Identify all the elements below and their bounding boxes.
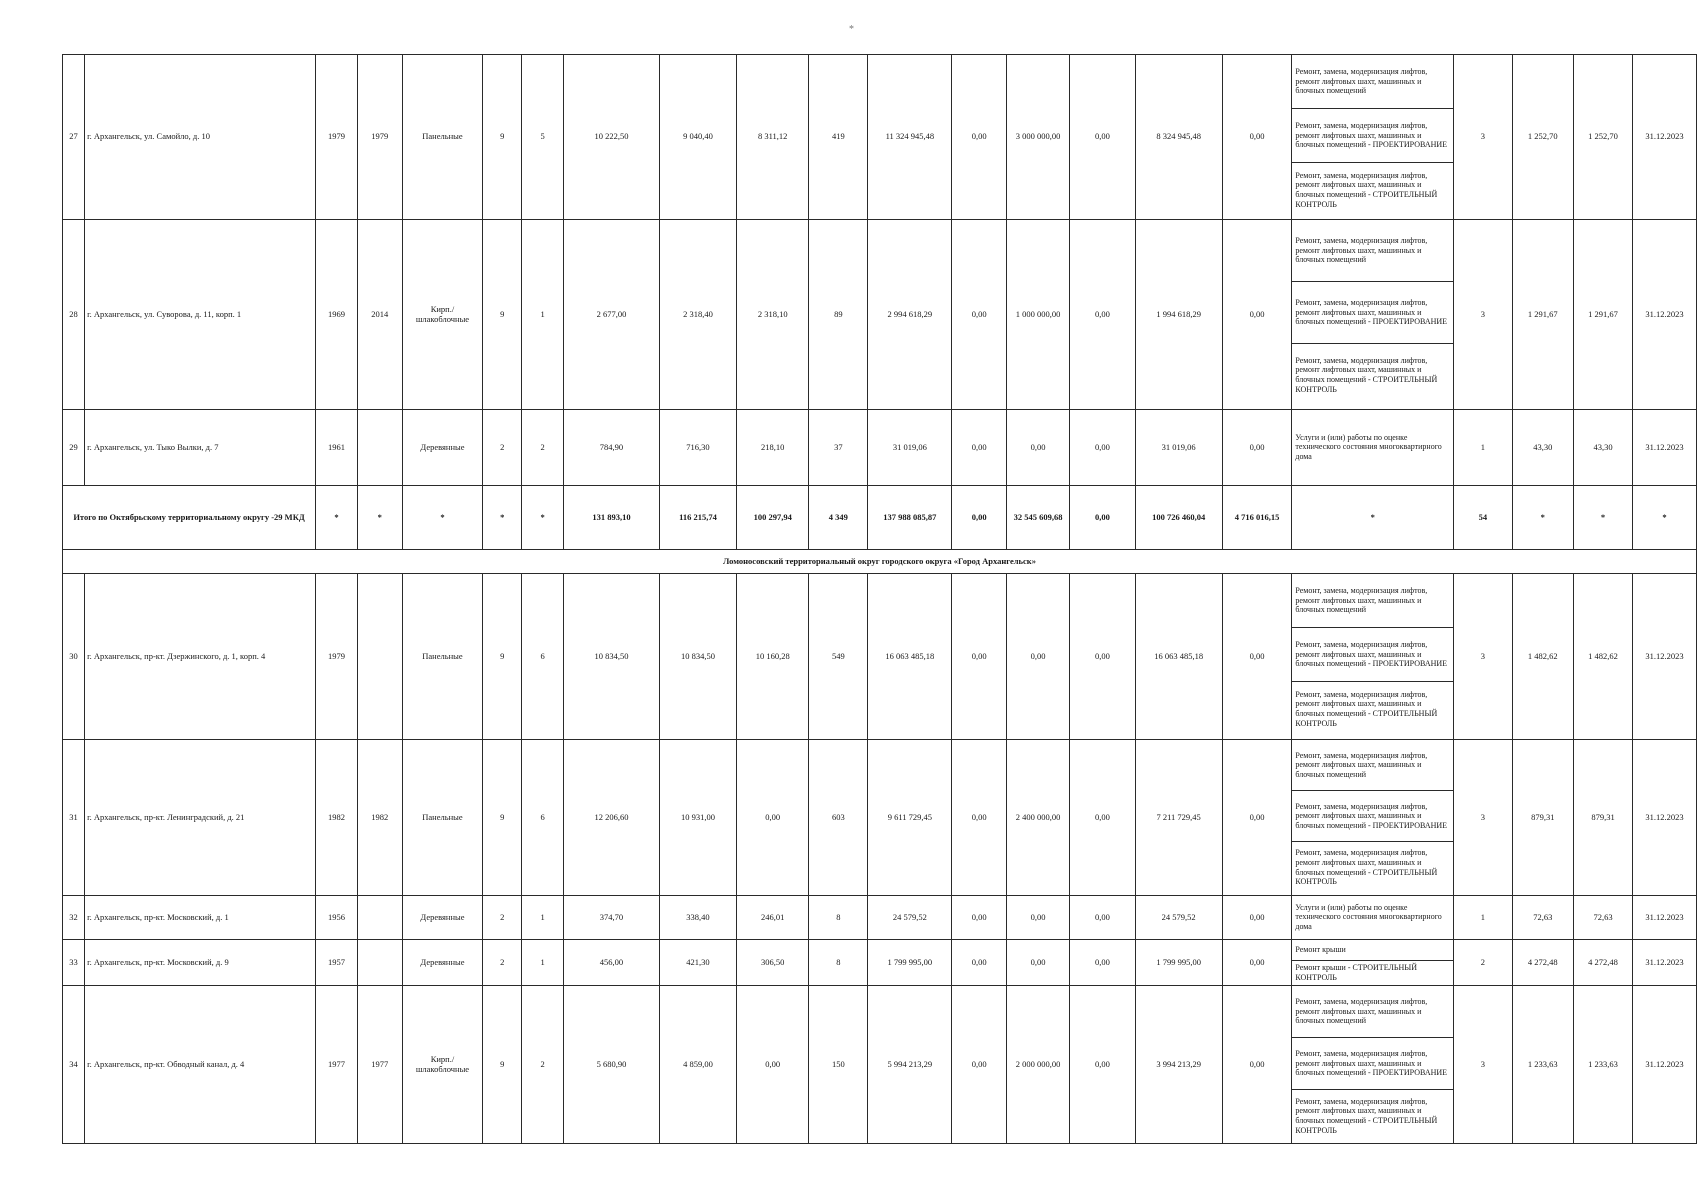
total-work-count: 54 (1454, 486, 1512, 550)
work-item: Ремонт, замена, модернизация лифтов, ремонт лифтовых шахт, машинных и блочных помещений - ПРОЕКТИРОВАНИЕ (1292, 628, 1453, 682)
floors-cell: 9 (483, 986, 522, 1144)
fund-owners-cell: 1 799 995,00 (1135, 940, 1222, 986)
work-count-cell: 3 (1454, 55, 1512, 220)
work-item: Ремонт, замена, модернизация лифтов, ремонт лифтовых шахт, машинных и блочных помещений (1292, 986, 1453, 1038)
work-item: Услуги и (или) работы по оценке технического состояния многоквартирного дома (1295, 432, 1442, 461)
work-item: Ремонт, замена, модернизация лифтов, ремонт лифтовых шахт, машинных и блочных помещений - ПРОЕКТИРОВАНИЕ (1292, 109, 1453, 163)
works-cell (1292, 574, 1454, 740)
fund-reg-cell: 0,00 (1006, 410, 1069, 486)
floors-cell: 2 (483, 940, 522, 986)
row-number: 30 (63, 574, 85, 740)
work-item: Ремонт, замена, модернизация лифтов, ремонт лифтовых шахт, машинных и блочных помещений - СТРОИТЕЛЬНЫЙ КОНТРОЛЬ (1295, 1096, 1438, 1135)
area-total-cell: 784,90 (563, 410, 659, 486)
limit-cost-cell: 1 482,62 (1574, 574, 1633, 740)
floors-cell: 9 (483, 55, 522, 220)
residents-cell: 89 (809, 220, 868, 410)
deadline-cell: 31.12.2023 (1632, 740, 1696, 896)
work-item: Ремонт, замена, модернизация лифтов, ремонт лифтовых шахт, машинных и блочных помещений - СТРОИТЕЛЬНЫЙ КОНТРОЛЬ (1295, 848, 1438, 887)
total-area-premises: 116 215,74 (659, 486, 736, 550)
section-title: Ломоносовский территориальный округ городского округа «Город Архангельск» (63, 550, 1697, 574)
deadline-cell: 31.12.2023 (1632, 55, 1696, 220)
fund-other-cell: 0,00 (1222, 574, 1292, 740)
total-residents: 4 349 (809, 486, 868, 550)
work-item: Ремонт, замена, модернизация лифтов, ремонт лифтовых шахт, машинных и блочных помещений (1292, 740, 1453, 791)
row-number: 29 (63, 410, 85, 486)
entrances-cell: 2 (522, 986, 564, 1144)
cost-total-cell: 9 611 729,45 (868, 740, 952, 896)
fund-reg-cell: 2 000 000,00 (1006, 986, 1069, 1144)
row-number: 34 (63, 986, 85, 1144)
fund-other-cell: 0,00 (1222, 55, 1292, 220)
residents-cell: 549 (809, 574, 868, 740)
fund-mun-cell: 0,00 (1070, 986, 1135, 1144)
entrances-cell: 6 (522, 574, 564, 740)
total-cost: 137 988 085,87 (868, 486, 952, 550)
fund-mun-cell: 0,00 (1070, 574, 1135, 740)
area-living-cell: 2 318,10 (736, 220, 808, 410)
wall-cell: Деревянные (402, 940, 483, 986)
fund-mun-cell: 0,00 (1070, 55, 1135, 220)
cost-total-cell: 31 019,06 (868, 410, 952, 486)
fund-fed-cell: 0,00 (952, 986, 1006, 1144)
deadline-cell: 31.12.2023 (1632, 986, 1696, 1144)
area-living-cell: 218,10 (736, 410, 808, 486)
cost-total-cell: 2 994 618,29 (868, 220, 952, 410)
fund-fed-cell: 0,00 (952, 740, 1006, 896)
floors-cell: 2 (483, 896, 522, 940)
table-row (63, 896, 1697, 940)
year-built-cell: 1956 (316, 896, 358, 940)
area-premises-cell: 338,40 (659, 896, 736, 940)
fund-fed-cell: 0,00 (952, 410, 1006, 486)
work-item: Ремонт, замена, модернизация лифтов, ремонт лифтовых шахт, машинных и блочных помещений - ПРОЕКТИРОВАНИЕ (1292, 791, 1453, 842)
limit-cost-cell: 4 272,48 (1574, 940, 1633, 986)
year-overhaul-cell (357, 940, 402, 986)
area-premises-cell: 716,30 (659, 410, 736, 486)
fund-owners-cell: 3 994 213,29 (1135, 986, 1222, 1144)
fund-owners-cell: 1 994 618,29 (1135, 220, 1222, 410)
area-total-cell: 5 680,90 (563, 986, 659, 1144)
row-number: 32 (63, 896, 85, 940)
works-cell (1292, 220, 1454, 410)
area-premises-cell: 2 318,40 (659, 220, 736, 410)
address-cell: г. Архангельск, ул. Суворова, д. 11, корп. 1 (85, 220, 316, 410)
fund-fed-cell: 0,00 (952, 220, 1006, 410)
total-star: * (316, 486, 358, 550)
unit-cost-cell: 1 482,62 (1512, 574, 1574, 740)
total-star: * (357, 486, 402, 550)
fund-reg-cell: 0,00 (1006, 574, 1069, 740)
fund-reg-cell: 0,00 (1006, 940, 1069, 986)
limit-cost-cell: 43,30 (1574, 410, 1633, 486)
fund-reg-cell: 2 400 000,00 (1006, 740, 1069, 896)
area-premises-cell: 4 859,00 (659, 986, 736, 1144)
address-cell: г. Архангельск, пр-кт. Московский, д. 9 (85, 940, 316, 986)
year-built-cell: 1957 (316, 940, 358, 986)
area-living-cell: 0,00 (736, 740, 808, 896)
floors-cell: 9 (483, 220, 522, 410)
year-overhaul-cell: 1977 (357, 986, 402, 1144)
fund-mun-cell: 0,00 (1070, 410, 1135, 486)
address-cell: г. Архангельск, пр-кт. Дзержинского, д. 1, корп. 4 (85, 574, 316, 740)
fund-fed-cell: 0,00 (952, 55, 1006, 220)
unit-cost-cell: 43,30 (1512, 410, 1574, 486)
work-item: Ремонт крыши (1292, 940, 1453, 961)
works-cell (1292, 740, 1454, 896)
fund-mun-cell: 0,00 (1070, 220, 1135, 410)
total-label: Итого по Октябрьскому территориальному округу -29 МКД (63, 486, 316, 550)
entrances-cell: 1 (522, 220, 564, 410)
deadline-cell: 31.12.2023 (1632, 574, 1696, 740)
total-area-total: 131 893,10 (563, 486, 659, 550)
area-premises-cell: 10 834,50 (659, 574, 736, 740)
wall-cell: Панельные (402, 55, 483, 220)
work-item: Ремонт крыши - СТРОИТЕЛЬНЫЙ КОНТРОЛЬ (1295, 962, 1418, 982)
area-premises-cell: 421,30 (659, 940, 736, 986)
area-living-cell: 246,01 (736, 896, 808, 940)
fund-mun-cell: 0,00 (1070, 740, 1135, 896)
work-item: Ремонт, замена, модернизация лифтов, ремонт лифтовых шахт, машинных и блочных помещений - СТРОИТЕЛЬНЫЙ КОНТРОЛЬ (1295, 170, 1438, 209)
area-total-cell: 456,00 (563, 940, 659, 986)
deadline-cell: 31.12.2023 (1632, 220, 1696, 410)
residents-cell: 150 (809, 986, 868, 1144)
total-star: * (483, 486, 522, 550)
entrances-cell: 1 (522, 940, 564, 986)
fund-mun-cell: 0,00 (1070, 940, 1135, 986)
work-count-cell: 3 (1454, 986, 1512, 1144)
area-premises-cell: 10 931,00 (659, 740, 736, 896)
area-living-cell: 8 311,12 (736, 55, 808, 220)
fund-owners-cell: 16 063 485,18 (1135, 574, 1222, 740)
wall-cell: Панельные (402, 740, 483, 896)
area-total-cell: 374,70 (563, 896, 659, 940)
work-item: Ремонт, замена, модернизация лифтов, ремонт лифтовых шахт, машинных и блочных помещений - ПРОЕКТИРОВАНИЕ (1292, 1038, 1453, 1090)
work-count-cell: 3 (1454, 740, 1512, 896)
limit-cost-cell: 1 252,70 (1574, 55, 1633, 220)
address-cell: г. Архангельск, пр-кт. Ленинградский, д. 21 (85, 740, 316, 896)
unit-cost-cell: 1 233,63 (1512, 986, 1574, 1144)
year-built-cell: 1979 (316, 55, 358, 220)
limit-cost-cell: 1 291,67 (1574, 220, 1633, 410)
top-mark: * (849, 24, 854, 35)
table-row (63, 940, 1697, 986)
row-number: 33 (63, 940, 85, 986)
residents-cell: 8 (809, 940, 868, 986)
area-living-cell: 10 160,28 (736, 574, 808, 740)
work-count-cell: 3 (1454, 574, 1512, 740)
works-cell (1292, 410, 1454, 486)
year-built-cell: 1982 (316, 740, 358, 896)
work-item: Ремонт, замена, модернизация лифтов, ремонт лифтовых шахт, машинных и блочных помещений - ПРОЕКТИРОВАНИЕ (1292, 282, 1453, 344)
year-overhaul-cell: 1982 (357, 740, 402, 896)
wall-cell: Панельные (402, 574, 483, 740)
area-total-cell: 10 834,50 (563, 574, 659, 740)
entrances-cell: 5 (522, 55, 564, 220)
fund-reg-cell: 3 000 000,00 (1006, 55, 1069, 220)
total-star: * (1574, 486, 1633, 550)
year-built-cell: 1979 (316, 574, 358, 740)
year-built-cell: 1969 (316, 220, 358, 410)
works-cell (1292, 896, 1454, 940)
unit-cost-cell: 4 272,48 (1512, 940, 1574, 986)
area-living-cell: 306,50 (736, 940, 808, 986)
total-fund-mun: 0,00 (1070, 486, 1135, 550)
area-total-cell: 10 222,50 (563, 55, 659, 220)
wall-cell: Кирп./ шлакоблочные (402, 986, 483, 1144)
limit-cost-cell: 72,63 (1574, 896, 1633, 940)
total-area-living: 100 297,94 (736, 486, 808, 550)
fund-fed-cell: 0,00 (952, 940, 1006, 986)
total-fund-fed: 0,00 (952, 486, 1006, 550)
residents-cell: 8 (809, 896, 868, 940)
unit-cost-cell: 879,31 (1512, 740, 1574, 896)
year-overhaul-cell (357, 574, 402, 740)
fund-other-cell: 0,00 (1222, 220, 1292, 410)
total-star: * (1512, 486, 1574, 550)
address-cell: г. Архангельск, ул. Тыко Вылки, д. 7 (85, 410, 316, 486)
repair-program-table (62, 54, 1697, 1144)
total-star: * (1292, 486, 1454, 550)
residents-cell: 419 (809, 55, 868, 220)
unit-cost-cell: 1 291,67 (1512, 220, 1574, 410)
total-fund-owners: 100 726 460,04 (1135, 486, 1222, 550)
entrances-cell: 6 (522, 740, 564, 896)
table-row (63, 740, 1697, 896)
fund-owners-cell: 24 579,52 (1135, 896, 1222, 940)
fund-owners-cell: 8 324 945,48 (1135, 55, 1222, 220)
limit-cost-cell: 1 233,63 (1574, 986, 1633, 1144)
total-star: * (522, 486, 564, 550)
total-fund-other: 4 716 016,15 (1222, 486, 1292, 550)
year-overhaul-cell (357, 896, 402, 940)
works-cell (1292, 986, 1454, 1144)
year-built-cell: 1977 (316, 986, 358, 1144)
wall-cell: Деревянные (402, 410, 483, 486)
area-premises-cell: 9 040,40 (659, 55, 736, 220)
total-star: * (402, 486, 483, 550)
unit-cost-cell: 72,63 (1512, 896, 1574, 940)
work-count-cell: 2 (1454, 940, 1512, 986)
work-item: Ремонт, замена, модернизация лифтов, ремонт лифтовых шахт, машинных и блочных помещений (1292, 220, 1453, 282)
address-cell: г. Архангельск, ул. Самойло, д. 10 (85, 55, 316, 220)
deadline-cell: 31.12.2023 (1632, 896, 1696, 940)
entrances-cell: 1 (522, 896, 564, 940)
year-overhaul-cell: 2014 (357, 220, 402, 410)
work-item: Ремонт, замена, модернизация лифтов, ремонт лифтовых шахт, машинных и блочных помещений - СТРОИТЕЛЬНЫЙ КОНТРОЛЬ (1295, 355, 1438, 394)
total-star: * (1632, 486, 1696, 550)
work-item: Услуги и (или) работы по оценке технического состояния многоквартирного дома (1295, 902, 1442, 931)
cost-total-cell: 24 579,52 (868, 896, 952, 940)
cost-total-cell: 16 063 485,18 (868, 574, 952, 740)
fund-owners-cell: 31 019,06 (1135, 410, 1222, 486)
fund-fed-cell: 0,00 (952, 574, 1006, 740)
floors-cell: 9 (483, 740, 522, 896)
table-row (63, 986, 1697, 1144)
residents-cell: 37 (809, 410, 868, 486)
cost-total-cell: 5 994 213,29 (868, 986, 952, 1144)
table-row (63, 220, 1697, 410)
fund-other-cell: 0,00 (1222, 986, 1292, 1144)
fund-mun-cell: 0,00 (1070, 896, 1135, 940)
fund-other-cell: 0,00 (1222, 896, 1292, 940)
fund-other-cell: 0,00 (1222, 410, 1292, 486)
table-row (63, 55, 1697, 220)
deadline-cell: 31.12.2023 (1632, 940, 1696, 986)
work-item: Ремонт, замена, модернизация лифтов, ремонт лифтовых шахт, машинных и блочных помещений - СТРОИТЕЛЬНЫЙ КОНТРОЛЬ (1295, 689, 1438, 728)
floors-cell: 2 (483, 410, 522, 486)
area-total-cell: 2 677,00 (563, 220, 659, 410)
work-item: Ремонт, замена, модернизация лифтов, ремонт лифтовых шахт, машинных и блочных помещений (1292, 55, 1453, 109)
fund-fed-cell: 0,00 (952, 896, 1006, 940)
fund-owners-cell: 7 211 729,45 (1135, 740, 1222, 896)
work-count-cell: 3 (1454, 220, 1512, 410)
area-living-cell: 0,00 (736, 986, 808, 1144)
floors-cell: 9 (483, 574, 522, 740)
work-count-cell: 1 (1454, 896, 1512, 940)
row-number: 31 (63, 740, 85, 896)
area-total-cell: 12 206,60 (563, 740, 659, 896)
entrances-cell: 2 (522, 410, 564, 486)
work-count-cell: 1 (1454, 410, 1512, 486)
fund-reg-cell: 0,00 (1006, 896, 1069, 940)
work-item: Ремонт, замена, модернизация лифтов, ремонт лифтовых шахт, машинных и блочных помещений (1292, 574, 1453, 628)
works-cell (1292, 940, 1454, 986)
wall-cell: Деревянные (402, 896, 483, 940)
cost-total-cell: 1 799 995,00 (868, 940, 952, 986)
fund-reg-cell: 1 000 000,00 (1006, 220, 1069, 410)
row-number: 28 (63, 220, 85, 410)
works-cell (1292, 55, 1454, 220)
table-row (63, 574, 1697, 740)
unit-cost-cell: 1 252,70 (1512, 55, 1574, 220)
section-row (63, 550, 1697, 574)
total-fund-reg: 32 545 609,68 (1006, 486, 1069, 550)
table-row (63, 410, 1697, 486)
year-built-cell: 1961 (316, 410, 358, 486)
cost-total-cell: 11 324 945,48 (868, 55, 952, 220)
address-cell: г. Архангельск, пр-кт. Обводный канал, д. 4 (85, 986, 316, 1144)
total-row (63, 486, 1697, 550)
fund-other-cell: 0,00 (1222, 940, 1292, 986)
wall-cell: Кирп./ шлакоблочные (402, 220, 483, 410)
deadline-cell: 31.12.2023 (1632, 410, 1696, 486)
residents-cell: 603 (809, 740, 868, 896)
limit-cost-cell: 879,31 (1574, 740, 1633, 896)
row-number: 27 (63, 55, 85, 220)
fund-other-cell: 0,00 (1222, 740, 1292, 896)
address-cell: г. Архангельск, пр-кт. Московский, д. 1 (85, 896, 316, 940)
year-overhaul-cell (357, 410, 402, 486)
year-overhaul-cell: 1979 (357, 55, 402, 220)
